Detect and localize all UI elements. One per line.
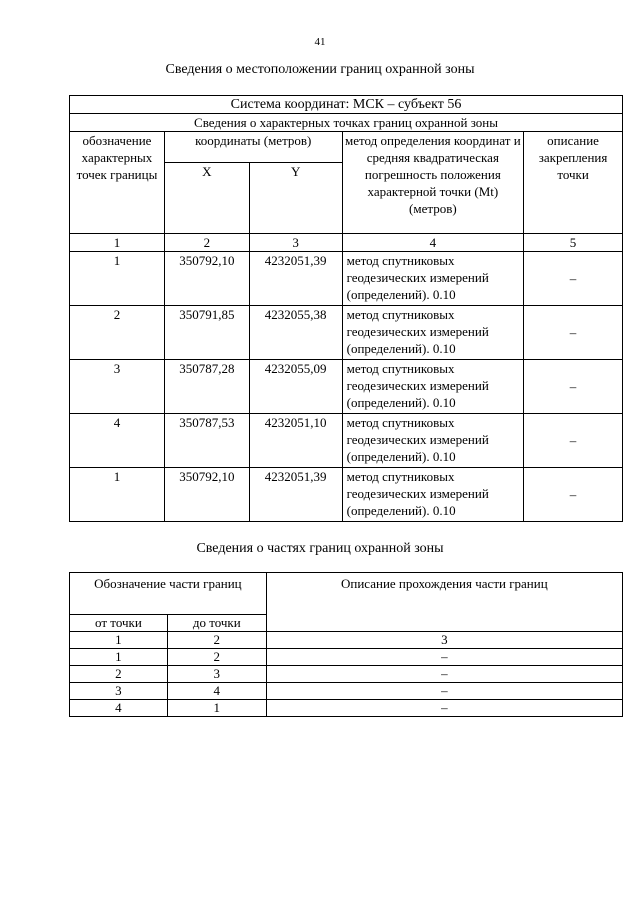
- col-number: 3: [249, 234, 342, 252]
- from-point: 1: [70, 649, 168, 666]
- to-point: 3: [167, 666, 266, 683]
- boundary-parts-table: [69, 572, 623, 717]
- col-number: 1: [70, 632, 168, 649]
- col-coordinates: координаты (метров): [164, 132, 342, 163]
- col-number: 3: [266, 632, 622, 649]
- y-value: 4232051,39: [249, 468, 342, 522]
- x-value: 350792,10: [164, 252, 249, 306]
- col-number: 2: [164, 234, 249, 252]
- table-row: [70, 649, 623, 666]
- part-description: –: [266, 649, 622, 666]
- col-part-description: Описание прохождения части границ: [266, 573, 622, 632]
- x-value: 350787,28: [164, 360, 249, 414]
- to-point: 2: [167, 649, 266, 666]
- point-id: 4: [70, 414, 165, 468]
- fixing-value: –: [524, 468, 623, 522]
- method-value: метод спутниковых геодезических измерений (определений). 0.10: [342, 306, 524, 360]
- point-id: 2: [70, 306, 165, 360]
- table-row: [70, 666, 623, 683]
- y-value: 4232055,38: [249, 306, 342, 360]
- from-point: 4: [70, 700, 168, 717]
- table-row: [70, 414, 623, 468]
- page-number: 41: [314, 36, 326, 48]
- fixing-value: –: [524, 252, 623, 306]
- col-method: метод определения координат и средняя квадратическая погрешность положения характерной точки (Mt) (метров): [342, 132, 524, 234]
- part-description: –: [266, 666, 622, 683]
- point-id: 1: [70, 468, 165, 522]
- x-value: 350792,10: [164, 468, 249, 522]
- coordinate-system-header: Система координат: МСК – субъект 56: [70, 96, 623, 114]
- point-id: 3: [70, 360, 165, 414]
- col-from-point: от точки: [70, 615, 168, 632]
- x-value: 350787,53: [164, 414, 249, 468]
- col-number: 4: [342, 234, 524, 252]
- col-to-point: до точки: [167, 615, 266, 632]
- fixing-value: –: [524, 414, 623, 468]
- table-row: [70, 468, 623, 522]
- point-id: 1: [70, 252, 165, 306]
- col-y: Y: [249, 163, 342, 234]
- part-description: –: [266, 700, 622, 717]
- col-x: X: [164, 163, 249, 234]
- table-row: [70, 252, 623, 306]
- col-part-designation: Обозначение части границ: [70, 573, 267, 615]
- to-point: 4: [167, 683, 266, 700]
- fixing-value: –: [524, 306, 623, 360]
- col-point-designation: обозначение характерных точек границы: [70, 132, 165, 234]
- method-value: метод спутниковых геодезических измерений (определений). 0.10: [342, 414, 524, 468]
- table-row: [70, 306, 623, 360]
- characteristic-points-table: [69, 95, 623, 522]
- section-title-boundaries: Сведения о местоположении границ охранной зоны: [165, 62, 475, 77]
- points-subheader: Сведения о характерных точках границ охранной зоны: [70, 114, 623, 132]
- col-number: 5: [524, 234, 623, 252]
- col-fixing-description: описание закрепления точки: [524, 132, 623, 234]
- from-point: 3: [70, 683, 168, 700]
- col-number: 2: [167, 632, 266, 649]
- table-row: [70, 700, 623, 717]
- y-value: 4232051,10: [249, 414, 342, 468]
- table-row: [70, 360, 623, 414]
- method-value: метод спутниковых геодезических измерений (определений). 0.10: [342, 468, 524, 522]
- y-value: 4232051,39: [249, 252, 342, 306]
- from-point: 2: [70, 666, 168, 683]
- section-title-parts: Сведения о частях границ охранной зоны: [196, 541, 444, 556]
- col-number: 1: [70, 234, 165, 252]
- to-point: 1: [167, 700, 266, 717]
- part-description: –: [266, 683, 622, 700]
- y-value: 4232055,09: [249, 360, 342, 414]
- table-row: [70, 683, 623, 700]
- x-value: 350791,85: [164, 306, 249, 360]
- method-value: метод спутниковых геодезических измерений (определений). 0.10: [342, 360, 524, 414]
- method-value: метод спутниковых геодезических измерений (определений). 0.10: [342, 252, 524, 306]
- fixing-value: –: [524, 360, 623, 414]
